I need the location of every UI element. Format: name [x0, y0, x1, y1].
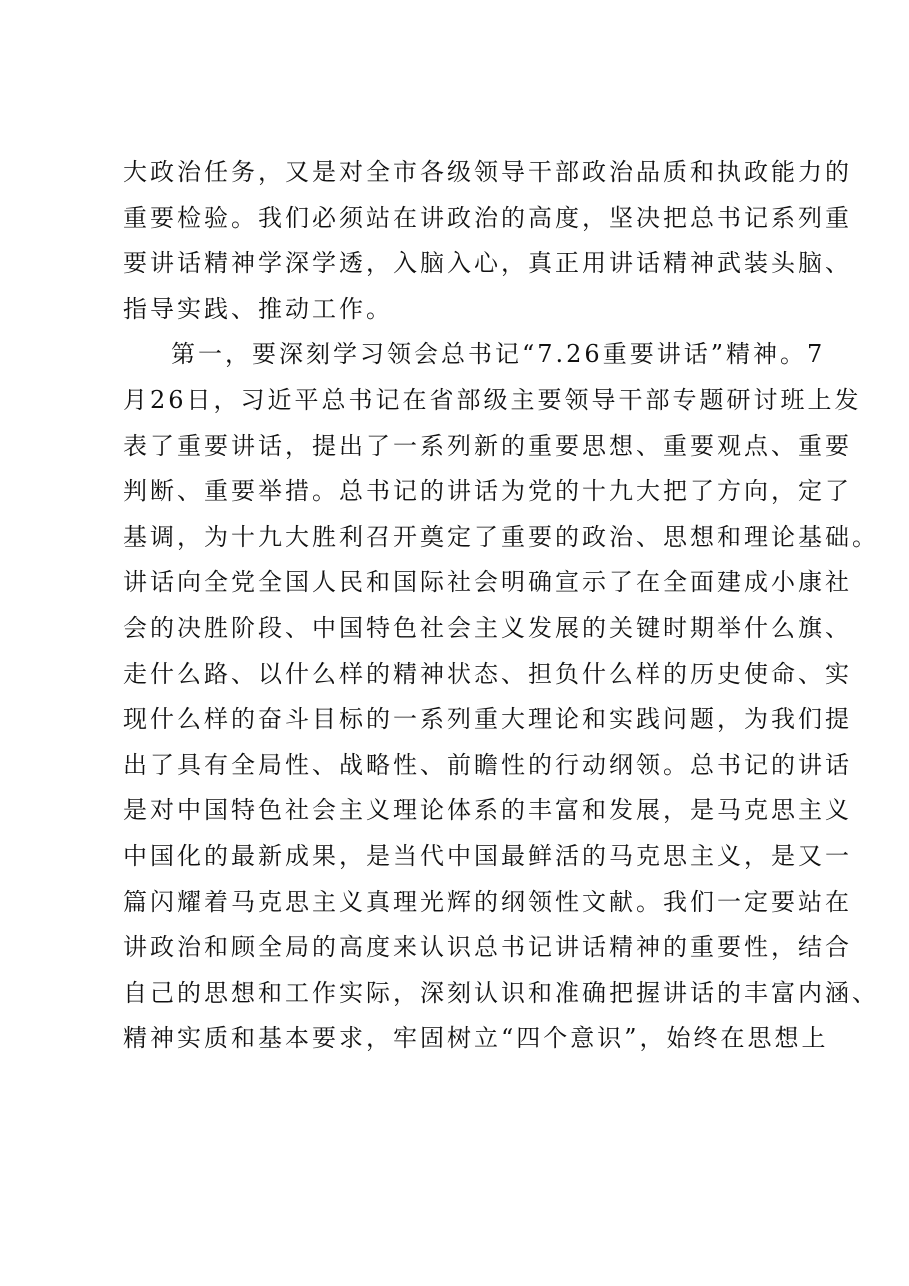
paragraph-first-line: 第一，要深刻学习领会总书记“7.26重要讲话”精神。7: [171, 340, 826, 369]
text-line: 是对中国特色社会主义理论体系的丰富和发展，是马克思主义: [123, 796, 852, 825]
text-line: 月26日，习近平总书记在省部级主要领导干部专题研讨班上发: [123, 385, 862, 414]
text-line: 要讲话精神学深学透，入脑入心，真正用讲话精神武装头脑、: [123, 249, 852, 278]
text-line: 指导实践、推动工作。: [123, 294, 393, 323]
text-line: 出了具有全局性、战略性、前瞻性的行动纲领。总书记的讲话: [123, 750, 852, 779]
text-line: 重要检验。我们必须站在讲政治的高度，坚决把总书记系列重: [123, 203, 852, 232]
text-line: 精神实质和基本要求，牢固树立“四个意识”，始终在思想上: [123, 1024, 829, 1053]
text-line: 篇闪耀着马克思主义真理光辉的纲领性文献。我们一定要站在: [123, 887, 852, 916]
text-line: 会的决胜阶段、中国特色社会主义发展的关键时期举什么旗、: [123, 613, 852, 642]
text-line: 讲话向全党全国人民和国际社会明确宣示了在全面建成小康社: [123, 568, 852, 597]
text-line: 自己的思想和工作实际，深刻认识和准确把握讲话的丰富内涵、: [123, 978, 879, 1007]
body-text: [123, 150, 879, 1062]
text-line: 判断、重要举措。总书记的讲话为党的十九大把了方向，定了: [123, 477, 852, 506]
text-line: 讲政治和顾全局的高度来认识总书记讲话精神的重要性，结合: [123, 933, 852, 962]
text-line: 现什么样的奋斗目标的一系列重大理论和实践问题，为我们提: [123, 705, 852, 734]
text-line: 走什么路、以什么样的精神状态、担负什么样的历史使命、实: [123, 659, 852, 688]
text-line: 表了重要讲话，提出了一系列新的重要思想、重要观点、重要: [123, 431, 852, 460]
text-line: 基调，为十九大胜利召开奠定了重要的政治、思想和理论基础。: [123, 522, 879, 551]
text-line: 中国化的最新成果，是当代中国最鲜活的马克思主义，是又一: [123, 841, 852, 870]
text-line: 大政治任务，又是对全市各级领导干部政治品质和执政能力的: [123, 158, 852, 186]
